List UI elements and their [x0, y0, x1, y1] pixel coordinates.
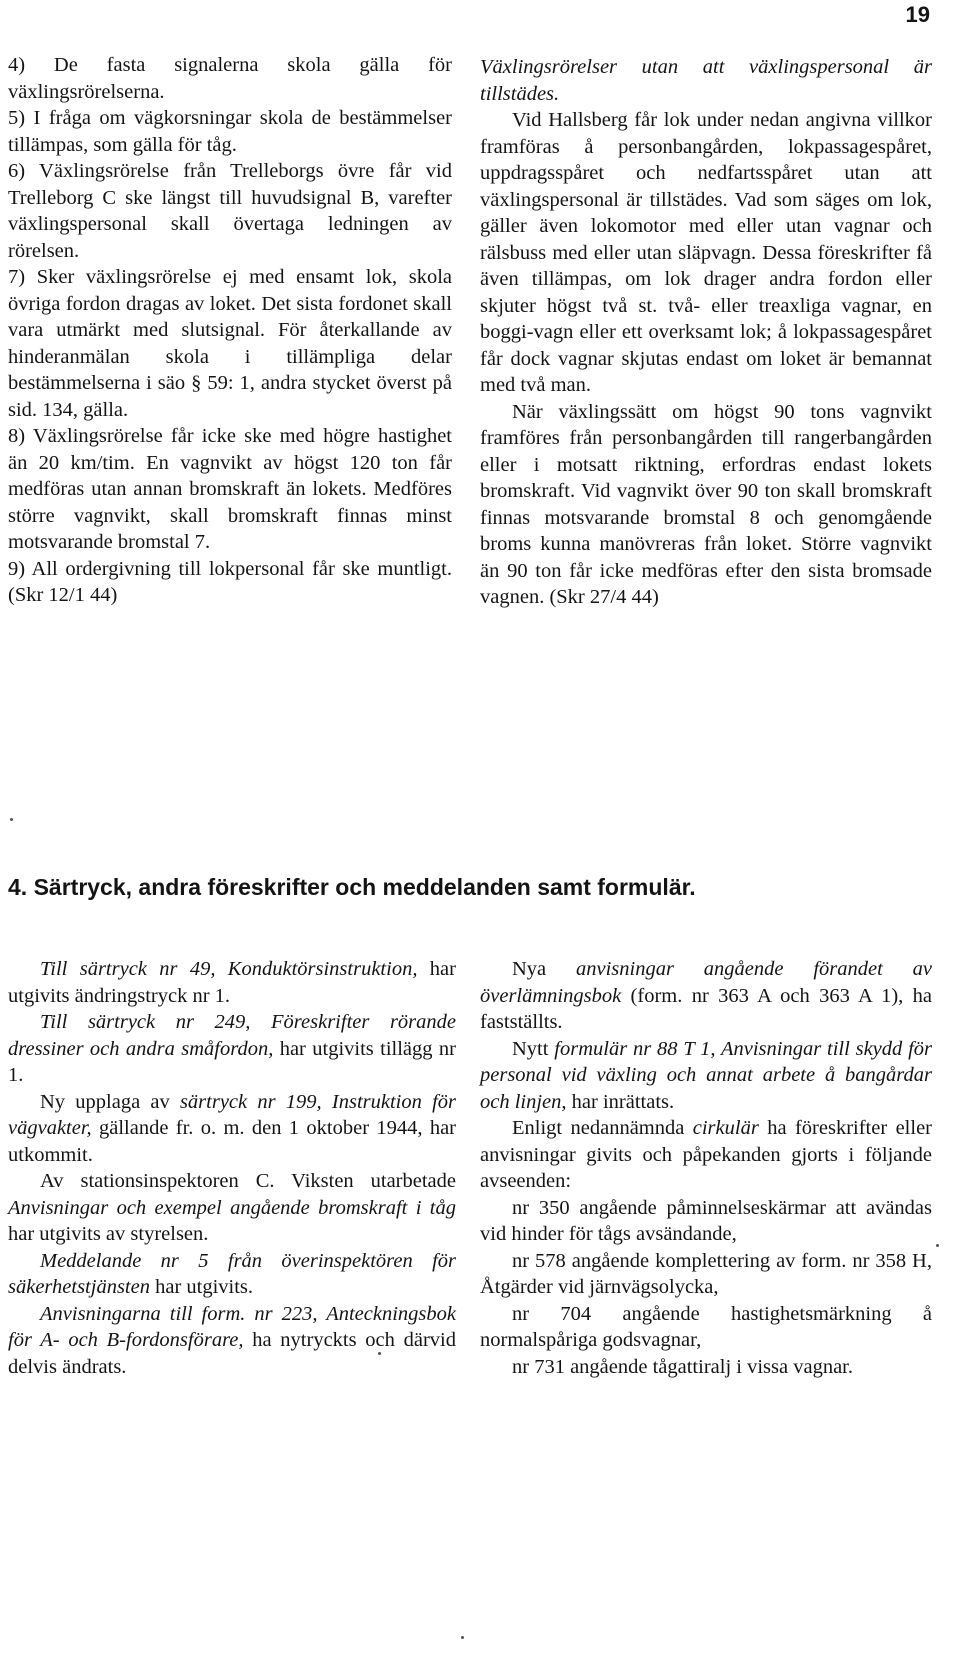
notice-vagvakter [8, 1089, 456, 1169]
bottom-left-column [8, 956, 456, 1380]
subsection-heading-text: Växlingsrörelser utan att växlingspersonal är tillstädes. [480, 56, 932, 105]
paragraph-6: 6) Växlingsrörelse från Trelleborgs övre får vid Trelleborg C ske längst till huvudsignal B, varefter växlingspersonal skall övertaga ledningen av rörelsen. [8, 160, 452, 262]
cirkular-item-731: nr 731 angående tågattiralj i vissa vagnar. [512, 1355, 853, 1378]
print-speck [936, 1244, 939, 1247]
notice-text: ha nytryckts och därvid delvis ändrats. [8, 1329, 456, 1378]
print-speck [378, 1352, 381, 1355]
cirkular-item-350: nr 350 angående påminnelseskärmar att avändas vid hinder för tågs avsändande, [480, 1196, 932, 1245]
notice-text: ha föreskrifter eller anvisningar givits och påpekanden gjorts i följande avseenden: [480, 1117, 932, 1192]
notice-text: har inrättats. [566, 1090, 675, 1113]
page-number: 19 [905, 2, 930, 27]
notice-anteckningsbok [8, 1301, 456, 1381]
notice-text: Nya [512, 958, 576, 980]
notice-text: Ny upplaga av [40, 1090, 180, 1113]
notice-text: har utgivits. [149, 1276, 254, 1298]
notice-text: Enligt nedannämnda [512, 1117, 693, 1139]
notice-text: Av stationsinspektoren C. Viksten utarbetade [40, 1170, 456, 1192]
subsection-heading [480, 54, 932, 107]
paragraph-8: 8) Växlingsrörelse får icke ske med högre hastighet än 20 km/tim. En vagnvikt av högst 120 ton får medföras utan annan bromskraft än lokets. Medföres större vagnvikt, skall bromskraft finnas minst motsvarande bromstal 7. [8, 425, 452, 553]
notice-text: (form. nr 363 A och 363 A 1), ha fastställts. [480, 984, 932, 1033]
hallsberg-brake-paragraph: När växlingssätt om högst 90 tons vagnvikt framföres från personbangården till rangerbangården eller i motsatt riktning, erfordras endast lokets bromskraft. Vid vagnvikt över 90 ton skall bromskraft finnas motsvarande bromstal 8 och genomgående broms kunna manövreras från loket. Större vagnvikt än 90 ton får icke medföras efter den sista bromsade vagnen. (Skr 27/4 44) [480, 400, 932, 608]
top-left-column [8, 52, 452, 609]
notice-title: cirkulär [692, 1117, 759, 1139]
bottom-right-column [480, 956, 932, 1380]
notice-text: gällande fr. o. m. den 1 oktober 1944, har utkommit. [8, 1117, 456, 1166]
notice-text: har utgivits ändringstryck nr 1. [8, 958, 456, 1007]
notice-text: Nytt [512, 1037, 555, 1060]
notice-title: Meddelande nr 5 från överinspektören för säkerhetstjänsten [8, 1249, 456, 1298]
notice-dressiner [8, 1009, 456, 1089]
paragraph-7: 7) Sker växlingsrörelse ej med ensamt lok, skola övriga fordon dragas av loket. Det sista fordonet skall vara utmärkt med slutsignal. För återkallande av hinderanmälan skola i tillämpliga delar bestämmelserna i säo § 59: 1, andra stycket överst på sid. 134, gälla. [8, 266, 452, 421]
print-speck [461, 1636, 464, 1639]
notice-title: Anvisningarna till form. nr 223, Anteckningsbok för A- och B-fordonsförare, [8, 1302, 456, 1351]
notice-overlamningsbok [480, 956, 932, 1036]
notice-meddelande [8, 1248, 456, 1301]
notice-konduktorsinstruktion [8, 956, 456, 1009]
paragraph-4: 4) De fasta signalerna skola gälla för växlingsrörelserna. [8, 54, 452, 103]
section-heading: 4. Särtryck, andra föreskrifter och meddelanden samt formulär. [8, 874, 696, 900]
cirkular-item-578: nr 578 angående komplettering av form. nr 358 H, Åtgärder vid järnvägsolycka, [480, 1249, 932, 1298]
notice-cirkular [480, 1115, 932, 1195]
hallsberg-rules-paragraph: Vid Hallsberg får lok under nedan angivna villkor framföras å personbangården, lokpassagespåret, uppdragsspåret och nedfartsspåret utan att växlingspersonal är tillstädes. Vad som säges om lok, gäller även lokomotor med eller utan vagnar och rälsbuss med eller utan släpvagn. Dessa föreskrifter få även tillämpas, om lok drager andra fordon eller skjuter högst två st. två- eller treaxliga vagnar, en boggi-vagn eller ett overksamt lok; å lokpassagespåret får dock vagnar skjutas endast om loket är bemannat med två man. [480, 109, 932, 396]
paragraph-9: 9) All ordergivning till lokpersonal får ske muntligt. (Skr 12/1 44) [8, 557, 452, 606]
notice-title: särtryck nr 199, Instruktion för vägvakter, [8, 1090, 456, 1139]
notice-title: Till särtryck nr 249, Föreskrifter rörande dressiner och andra småfordon, [8, 1011, 456, 1060]
print-speck [10, 818, 13, 821]
notice-text: har utgivits av styrelsen. [8, 1223, 209, 1245]
notice-text: har utgivits tillägg nr 1. [8, 1037, 456, 1086]
top-right-column [480, 54, 932, 611]
notice-title: Till särtryck nr 49, Konduktörsinstruktion, [40, 958, 418, 980]
paragraph-5: 5) I fråga om vägkorsningar skola de bestämmelser tillämpas, som gälla för tåg. [8, 107, 452, 156]
notice-formular-88 [480, 1036, 932, 1116]
cirkular-item-704: nr 704 angående hastighetsmärkning å normalspåriga godsvagnar, [480, 1302, 932, 1351]
notice-title: anvisningar angående förandet av överlämningsbok [480, 958, 932, 1007]
notice-bromskraft [8, 1168, 456, 1248]
notice-title: formulär nr 88 T 1, Anvisningar till skydd för personal vid växling och annat arbete å bangårdar och linjen, [480, 1037, 933, 1113]
notice-title: Anvisningar och exempel angående bromskraft i tåg [8, 1196, 456, 1219]
